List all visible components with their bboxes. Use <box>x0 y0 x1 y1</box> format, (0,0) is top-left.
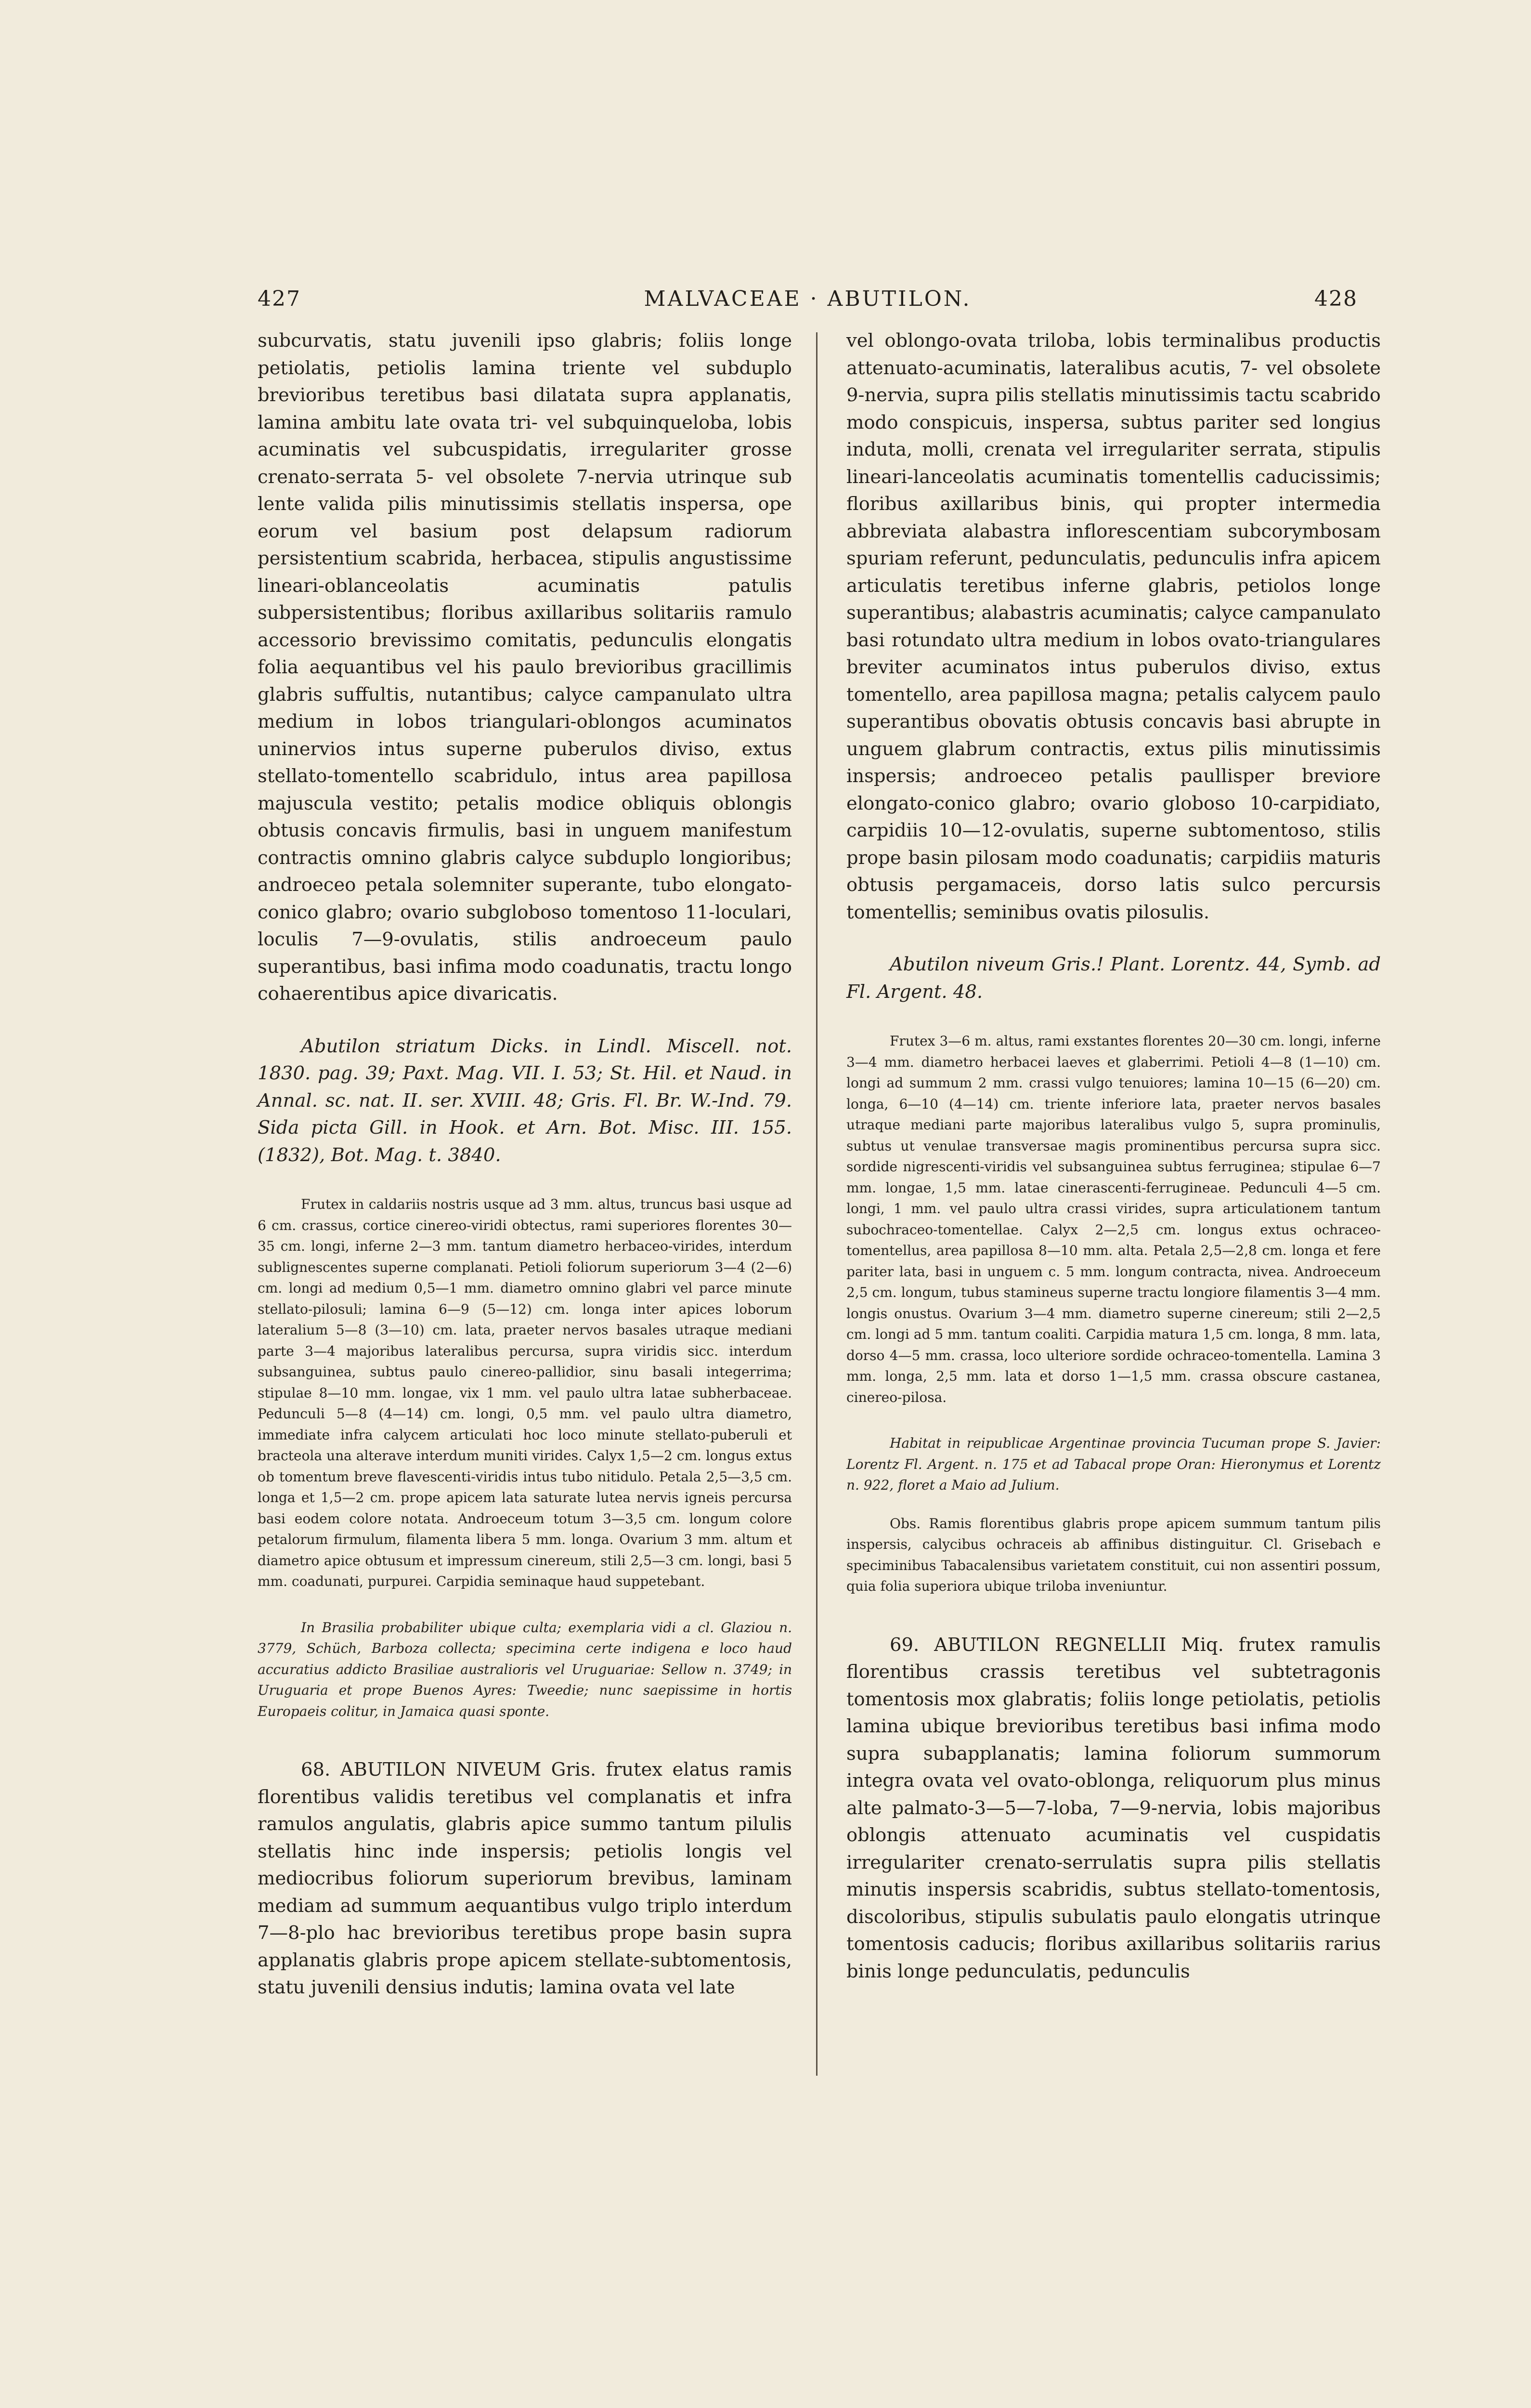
description-continuation: subcurvatis, statu juvenili ipso glabris; foliis longe petiolatis, petiolis lamina triente vel subduplo brevioribus teretibus basi dilatata supra applanatis, lamina ambitu late ovata tri- vel subquinqueloba, lobis acuminatis vel subcuspidatis, irregulariter grosse crenato-serrata 5- vel obsolete 7-nervia utrinque sub lente valida pilis minutissimis stellatis inspersa, ope eorum vel basium post delapsum radiorum persistentium scabrida, herbacea, stipulis angustissime lineari-oblanceolatis acuminatis patulis subpersistentibus; floribus axillaribus solitariis ramulo accessorio brevissimo comitatis, pedunculis elongatis folia aequantibus vel his paulo brevioribus gracillimis glabris suffultis, nutantibus; calyce campanulato ultra medium in lobos triangulari-oblongos acuminatos uninervios intus superne puberulos diviso, extus stellato-tomentello scabridulo, intus area papillosa majuscula vestito; petalis modice obliquis oblongis obtusis concavis firmulis, basi in unguem manifestum contractis omnino glabris calyce subduplo longioribus; androeceo petala solemniter superante, tubo elongato-conico glabro; ovario subgloboso tomentoso 11-loculari, loculis 7—9-ovulatis, stilis androeceum paulo superantibus, basi infima modo coadunatis, tractu longo cohaerentibus apice divaricatis. <box>258 330 792 1005</box>
habitat-note: In Brasilia probabiliter ubique culta; exemplaria vidi a cl. Glaziou n. 3779, Schüch, Barboza collecta; specimina certe indigena e loco haud accuratius addicto Brasiliae australioris vel Uruguariae: Sellow n. 3749; in Uruguaria et prope Buenos Ayres: Tweedie; nunc saepissime in hortis Europaeis colitur, in Jamaica quasi sponte. <box>258 1619 792 1719</box>
habitat-note-right: Habitat in reipublicae Argentinae provincia Tucuman prope S. Javier: Lorentz Fl. Argent. n. 175 et ad Tabacal prope Oran: Hieronymus et Lorentz n. 922, floret a Maio ad Julium. <box>846 1435 1381 1493</box>
description-continuation-right: vel oblongo-ovata triloba, lobis terminalibus productis attenuato-acuminatis, lateralibus acutis, 7- vel obsolete 9-nervia, supra pilis stellatis minutissimis tactu scabrido modo conspicuis, inspersa, subtus pariter sed longius induta, molli, crenata vel irregulariter serrata, stipulis lineari-lanceolatis acuminatis tomentellis caducissimis; floribus axillaribus binis, qui propter intermedia abbreviata alabastra inflorescentiam subcorymbosam spuriam referunt, pedunculatis, pedunculis infra apicem articulatis teretibus inferne glabris, petiolos longe superantibus; alabastris acuminatis; calyce campanulato basi rotundato ultra medium in lobos ovato-triangulares breviter acuminatos intus puberulos diviso, extus tomentello, area papillosa magna; petalis calycem paulo superantibus obovatis obtusis concavis basi abrupte in unguem glabrum contractis, extus pilis minutissimis inspersis; androeceo petalis paullisper breviore elongato-conico glabro; ovario globoso 10-carpidiato, carpidiis 10—12-ovulatis, superne subtomentoso, stilis prope basin pilosam modo coadunatis; carpidiis maturis obtusis pergamaceis, dorso latis sulco percursis tomentellis; seminibus ovatis pilosulis. <box>846 330 1381 923</box>
synonymy-right: Abutilon niveum Gris.! Plant. Lorentz. 44, Symb. ad Fl. Argent. 48. <box>846 954 1381 1003</box>
right-column <box>846 327 1381 1985</box>
page-number-left: 427 <box>258 287 301 311</box>
page-number-right: 428 <box>1314 287 1358 311</box>
detailed-description: Frutex in caldariis nostris usque ad 3 mm. altus, truncus basi usque ad 6 cm. crassus, cortice cinereo-viridi obtectus, rami superiores florentes 30—35 cm. longi, inferne 2—3 mm. tantum diametro herbaceo-virides, interdum sublignescentes superne complanati. Petioli foliorum superiorum 3—4 (2—6) cm. longi ad medium 0,5—1 mm. diametro omnino glabri vel parce minute stellato-pilosuli; lamina 6—9 (5—12) cm. longa inter apices loborum lateralium 5—8 (3—10) cm. lata, praeter nervos basales utraque mediani parte 3—4 majoribus lateralibus percursa, supra viridis sicc. interdum subsanguinea, subtus paulo cinereo-pallidior, sinu basali integerrima; stipulae 8—10 mm. longae, vix 1 mm. vel paulo ultra latae subherbaceae. Pedunculi 5—8 (4—14) cm. longi, 0,5 mm. vel paulo ultra diametro, immediate infra calycem articulati hoc loco minute stellato-puberuli et bracteola una alterave interdum muniti virides. Calyx 1,5—2 cm. longus extus ob tomentum breve flavescenti-viridis intus tubo nitidulo. Petala 2,5—3,5 cm. longa et 1,5—2 cm. prope apicem lata saturate lutea nervis igneis percursa basi eodem colore notata. Androeceum totum 3—3,5 cm. longum colore petalorum firmulum, filamenta libera 5 mm. longa. Ovarium 3 mm. altum et diametro apice obtusum et impressum cinereum, stili 2,5—3 cm. longi, basi 5 mm. coadunati, purpurei. Carpidia seminaque haud suppetebant. <box>258 1196 792 1589</box>
synonymy: Abutilon striatum Dicks. in Lindl. Miscell. not. 1830. pag. 39; Paxt. Mag. VII. I. 53; St. Hil. et Naud. in Annal. sc. nat. II. ser. XVIII. 48; Gris. Fl. Br. W.-Ind. 79. Sida picta Gill. in Hook. et Arn. Bot. Misc. III. 155. (1832), Bot. Mag. t. 3840. <box>258 1035 792 1166</box>
detailed-description-right: Frutex 3—6 m. altus, rami exstantes florentes 20—30 cm. longi, inferne 3—4 mm. diametro herbacei laeves et glaberrimi. Petioli 4—8 (1—10) cm. longi ad summum 2 mm. crassi vulgo tenuiores; lamina 10—15 (6—20) cm. longa, 6—10 (4—14) cm. triente inferiore lata, praeter nervos basales utraque mediani parte majoribus lateralibus vulgo 5, supra prominulis, subtus ut venulae transversae magis prominentibus percursa supra sicc. sordide nigrescenti-viridis vel subsanguinea subtus ferruginea; stipulae 6—7 mm. longae, 1,5 mm. latae cinerascenti-ferrugineae. Pedunculi 4—5 cm. longi, 1 mm. vel paulo ultra crassi virides, supra articulationem tantum subochraceo-tomentellae. Calyx 2—2,5 cm. longus extus ochraceo-tomentellus, area papillosa 8—10 mm. alta. Petala 2,5—2,8 cm. longa et fere pariter lata, basi in unguem c. 5 mm. longum contracta, nivea. Androeceum 2,5 cm. longum, tubus stamineus superne tractu longiore filamentis 3—4 mm. longis onustus. Ovarium 3—4 mm. diametro superne cinereum; stili 2—2,5 cm. longi ad 5 mm. tantum coaliti. Carpidia matura 1,5 cm. longa, 8 mm. lata, dorso 4—5 mm. crassa, loco ulteriore sordide ochraceo-tomentella. Lamina 3 mm. longa, 2,5 mm. lata et dorso 1—1,5 mm. crassa obscure castanea, cinereo-pilosa. <box>846 1033 1381 1405</box>
running-title: MALVACEAE · ABUTILON. <box>644 287 972 311</box>
column-divider <box>816 332 817 2076</box>
species-69-entry: 69. ABUTILON REGNELLII Miq. frutex ramulis florentibus crassis teretibus vel subtetragonis tomentosis mox glabratis; foliis longe petiolatis, petiolis lamina ubique brevioribus teretibus basi infima modo supra subapplanatis; lamina foliorum summorum integra ovata vel ovato-oblonga, reliquorum plus minus alte palmato-3—5—7-loba, 7—9-nervia, lobis majoribus oblongis attenuato acuminatis vel cuspidatis irregulariter crenato-serrulatis supra pilis stellatis minutis inspersis scabridis, subtus stellato-tomentosis, discoloribus, stipulis subulatis paulo elongatis utrinque tomentosis caducis; floribus axillaribus solitariis rarius binis longe pedunculatis, pedunculis <box>846 1634 1381 1982</box>
left-column <box>258 327 792 2002</box>
species-68-entry: 68. ABUTILON NIVEUM Gris. frutex elatus ramis florentibus validis teretibus vel complanatis et infra ramulos angulatis, glabris apice summo tantum pilulis stellatis hinc inde inspersis; petiolis longis vel mediocribus foliorum superiorum brevibus, laminam mediam ad summum aequantibus vulgo triplo interdum 7—8-plo hac brevioribus teretibus prope basin supra applanatis glabris prope apicem stellate-subtomentosis, statu juvenili densius indutis; lamina ovata vel late <box>258 1759 792 1998</box>
running-header <box>258 287 1358 315</box>
observation-note: Obs. Ramis florentibus glabris prope apicem summum tantum pilis inspersis, calycibus ochraceis ab affinibus distinguitur. Cl. Grisebach e speciminibus Tabacalensibus varietatem constituit, cui non assentiri possum, quia folia superiora ubique triloba inveniuntur. <box>846 1515 1381 1594</box>
